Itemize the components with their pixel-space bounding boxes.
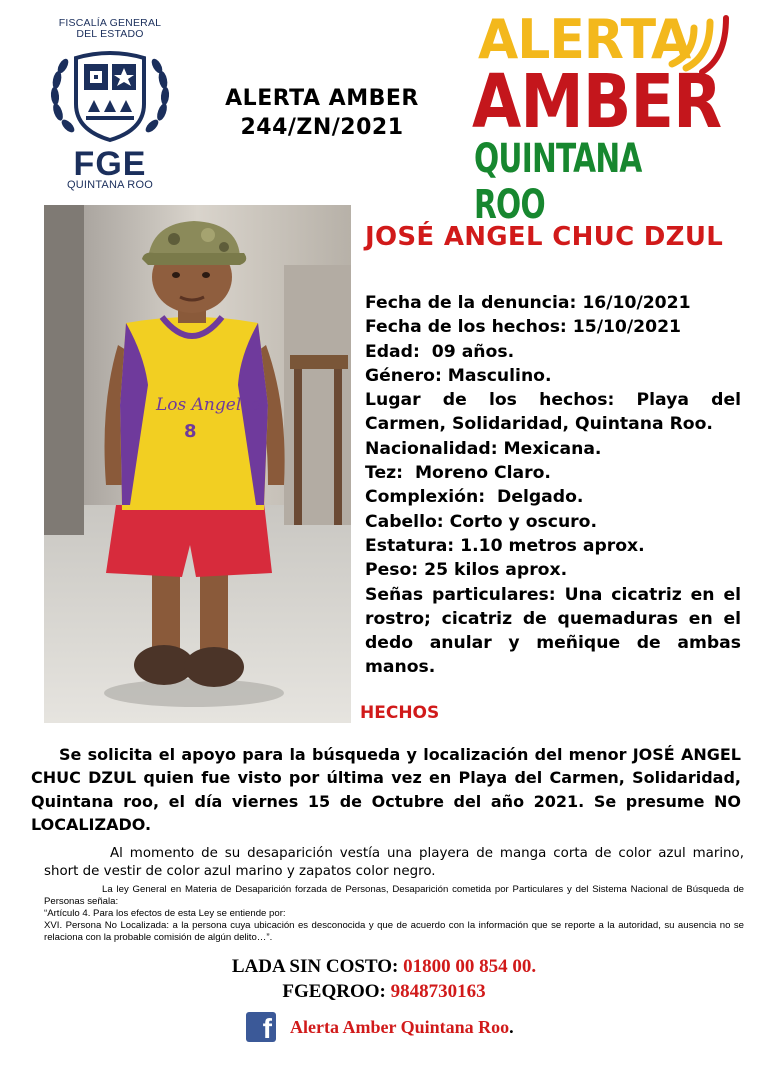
detail-label: Lugar de los hechos: (365, 390, 615, 411)
detail-label: Estatura: (365, 535, 455, 556)
amber-logo-quintana-roo: QUINTANA ROO (474, 136, 642, 228)
facebook-page-suffix: . (509, 1017, 514, 1037)
detail-label: Tez: (365, 463, 403, 484)
detail-event-date (365, 315, 741, 339)
fge-phone-line (0, 981, 768, 1003)
detail-value: Masculino. (441, 365, 552, 386)
detail-height (365, 534, 741, 558)
detail-label: Fecha de los hechos: (365, 317, 567, 338)
child-details (365, 291, 741, 680)
detail-label: Cabello: (365, 511, 444, 532)
svg-text:Los Angeles: Los Angeles (156, 395, 261, 415)
legal-definition: XVI. Persona No Localizada: a la persona cuya ubicación es desconocida y que de acuerdo con la información que se reporte a la autoridad, su ausencia no se relaciona con la probable comisión de algún delito…”. (44, 920, 744, 943)
detail-label: Fecha de la denuncia: (365, 293, 577, 313)
detail-label: Peso: (365, 560, 419, 581)
detail-label: Señas particulares: (365, 584, 556, 605)
detail-value: 15/10/2021 (566, 317, 682, 338)
hechos-heading: HECHOS (360, 703, 440, 723)
detail-label: Género: (365, 365, 442, 386)
facebook-page[interactable] (290, 1017, 514, 1038)
detail-value: Delgado. (485, 487, 584, 508)
alert-title-line1: ALERTA AMBER (225, 86, 419, 111)
detail-label: Nacionalidad: (365, 438, 498, 459)
fge-phone-number[interactable]: 9848730163 (385, 981, 486, 1002)
hechos-description: Se solicita el apoyo para la búsqueda y localización del menor JOSÉ ANGEL CHUC DZUL quien fue visto por última vez en Playa del Carmen, Solidaridad, Quintana roo, el día viernes 15 de Octubre del año 2021. Se presume NO LOCALIZADO. (31, 745, 741, 835)
detail-value: 25 kilos aprox. (418, 560, 568, 581)
detail-value: Corto y oscuro. (443, 511, 597, 532)
alert-title (212, 84, 432, 142)
detail-place (365, 388, 741, 437)
detail-hair (365, 510, 741, 534)
detail-complexion-skin (365, 461, 741, 485)
fge-state: QUINTANA ROO (67, 179, 153, 191)
detail-value: Una cicatriz en el rostro; cicatriz de quemaduras en el dedo anular y meñique de ambas manos. (365, 584, 741, 678)
alert-number: 244/ZN/2021 (240, 115, 404, 140)
child-name: JOSÉ ANGEL CHUC DZUL (365, 222, 724, 252)
legal-intro: La ley General en Materia de Desaparición forzada de Personas, Desaparición cometida por Particulares y del Sistema Nacional de Búsqueda de Personas señala: (44, 884, 744, 907)
legal-article: “Artículo 4. Para los efectos de esta Ley se entiende por: (44, 908, 286, 919)
detail-value: Mexicana. (497, 438, 602, 459)
facebook-icon[interactable]: f (246, 1012, 276, 1042)
detail-value: Moreno Claro. (402, 463, 551, 484)
toll-free-label: LADA SIN COSTO: (231, 956, 399, 977)
toll-free-line (0, 956, 768, 978)
fge-emblem-icon (48, 42, 172, 150)
detail-value: 09 años. (419, 341, 515, 362)
detail-distinguishing-marks (365, 583, 741, 680)
toll-free-number[interactable]: 01800 00 854 00. (398, 956, 537, 977)
detail-value: Playa del Carmen, Solidaridad, Quintana Roo. (365, 390, 741, 435)
detail-weight (365, 558, 741, 582)
legal-notice (44, 884, 744, 944)
child-photo (44, 205, 351, 723)
fge-logo (40, 14, 180, 194)
detail-age (365, 340, 741, 364)
amber-alert-logo (466, 8, 744, 228)
detail-report-date (365, 291, 741, 315)
fge-name-line1: FISCALÍA GENERAL (58, 17, 162, 29)
amber-logo-alerta: ALERTA (478, 8, 691, 72)
facebook-page-name[interactable]: Alerta Amber Quintana Roo (290, 1017, 510, 1037)
detail-label: Complexión: (365, 487, 486, 508)
clothing-description: Al momento de su desaparición vestía una playera de manga corta de color azul marino, short de vestir de color azul marino y zapatos color negro. (44, 846, 744, 879)
svg-text:8: 8 (184, 421, 197, 442)
detail-nationality (365, 437, 741, 461)
fge-name-line2: DEL ESTADO (76, 28, 144, 40)
fge-acronym: FGE (73, 145, 147, 183)
detail-label: Edad: (365, 341, 420, 362)
detail-build (365, 485, 741, 509)
fge-phone-label: FGEQROO: (282, 981, 386, 1002)
amber-logo-amber: AMBER (472, 59, 722, 145)
detail-value: 1.10 metros aprox. (454, 535, 645, 556)
detail-gender (365, 364, 741, 388)
detail-value: 16/10/2021 (576, 293, 691, 313)
